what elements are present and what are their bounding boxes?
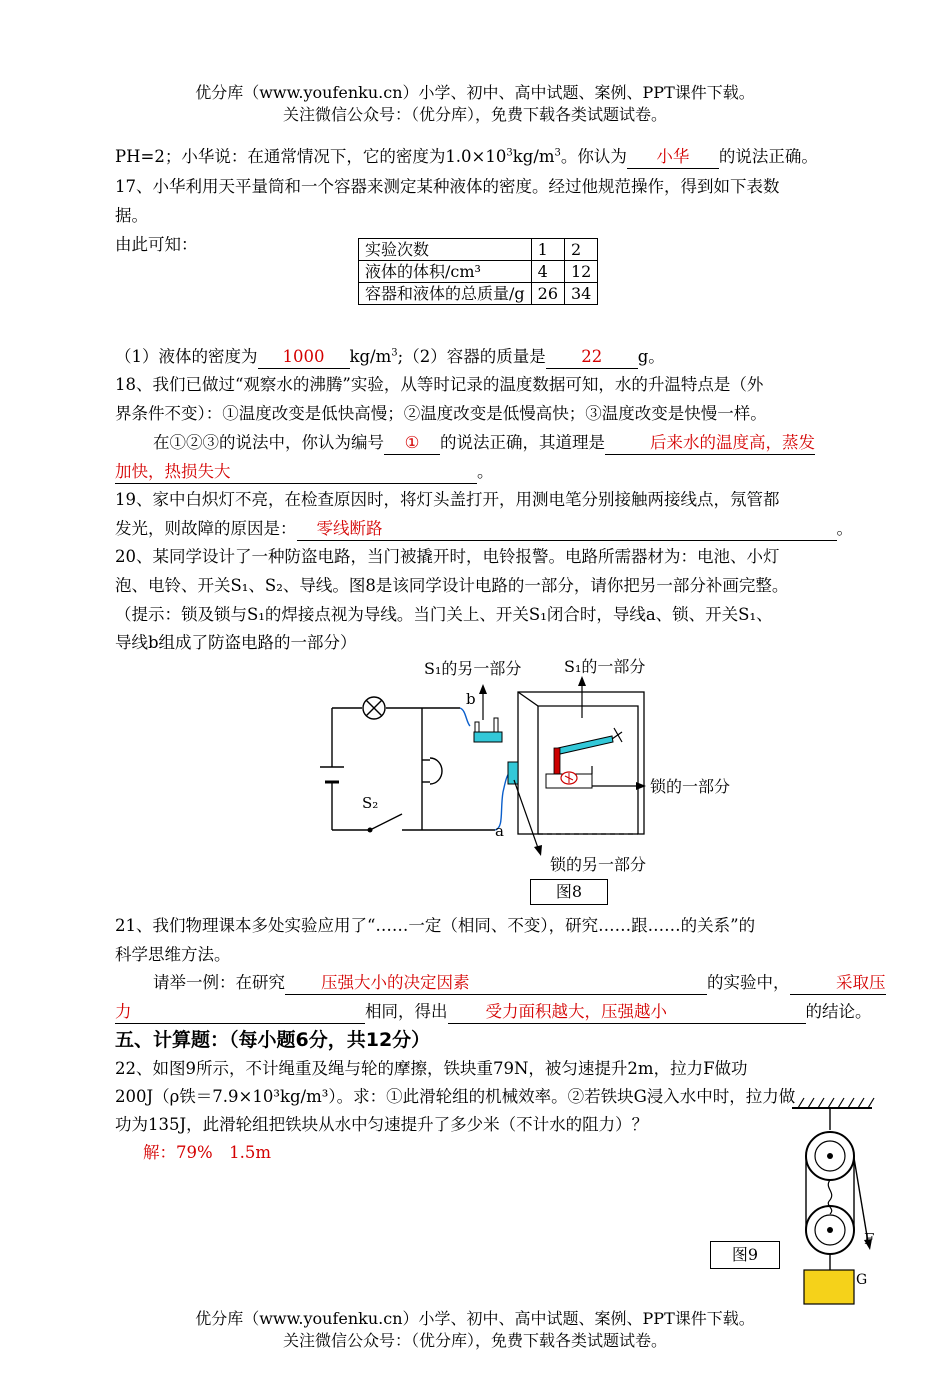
q21-line-1: 21、我们物理课本多处实验应用了“……一定（相同、不变），研究……跟……的关系”的 — [115, 916, 756, 935]
table-cell: 容器和液体的总质量/g — [359, 283, 532, 305]
q18-line-2: 界条件不变）：①温度改变是低快高慢；②温度改变是低慢高快；③温度改变是快慢一样。 — [115, 404, 767, 423]
bell-icon — [422, 758, 442, 784]
q18-number-answer: ① — [384, 432, 440, 455]
q20-line-2: 泡、电铃、开关S₁、S₂、导线。图8是该同学设计电路的一部分，请你把另一部分补画完整。 — [115, 576, 789, 595]
q17-lead: 由此可知： — [115, 235, 198, 254]
experiment-table — [358, 238, 598, 305]
header-line-2: 关注微信公众号：（优分库），免费下载各类试题试卷。 — [282, 105, 667, 124]
page-header — [0, 82, 950, 126]
q20-line-3: （提示：锁及锁与S₁的焊接点视为导线。当门关上、开关S₁闭合时，导线a、锁、开关S₁、 — [115, 605, 773, 624]
q22-line-3: 功为135J，此滑轮组把铁块从水中匀速提升了多少米（不计水的阻力）？ — [115, 1115, 649, 1134]
wire-b — [460, 708, 470, 726]
table-cell: 34 — [565, 283, 598, 305]
q21-line-4: 力 相同，得出 受力面积越大，压强越小 的结论。 — [115, 998, 872, 1026]
q16-tail: PH=2；小华说：在通常情况下，它的密度为$1.0\times 10^3kg/m^3$。你认为 小华 的说法正确。 — [115, 143, 818, 171]
block-g-label: G — [856, 1272, 868, 1288]
q18-line-1: 18、我们已做过“观察水的沸腾”实验，从等时记录的温度数据可知，水的升温特点是（外 — [115, 375, 764, 394]
q16-answer: 小华 — [627, 146, 719, 169]
b-label: b — [466, 690, 476, 708]
q17-answers: （1）液体的密度为 1000 $kg/m^3;(2)$容器的质量是 22 g。 — [115, 343, 665, 371]
a-label: a — [495, 822, 504, 840]
table-cell: 12 — [565, 261, 598, 283]
door-frame — [518, 692, 644, 834]
ceiling-hatch — [798, 1098, 874, 1108]
table-row — [359, 283, 598, 305]
q21-answer-2b: 力 — [115, 1001, 365, 1024]
q19-line-2: 发光，则故障的原因是： 零线断路 。 — [115, 515, 853, 543]
section-5-title: 五、计算题：（每小题6分，共12分） — [115, 1029, 431, 1051]
q18-reason-answer-1: 后来水的温度高，蒸发 — [605, 432, 815, 455]
q22-line-1: 22、如图9所示，不计绳重及绳与轮的摩擦，铁块重79N，被匀速提升2m，拉力F做功 — [115, 1059, 748, 1078]
figure-8-caption: 图8 — [530, 879, 608, 905]
table-row — [359, 261, 598, 283]
q18-line-4: 加快，热损失大 。 — [115, 458, 494, 486]
figure-9-pulley — [790, 1096, 890, 1308]
q17-line-1: 17、小华利用天平量筒和一个容器来测定某种液体的密度。经过他规范操作，得到如下表数 — [115, 177, 780, 196]
battery-icon — [320, 767, 344, 782]
s1-other-label: S₁的另一部分 — [424, 659, 522, 678]
q21-answer-2a: 采取压 — [790, 972, 886, 995]
q21-line-3: 请举一例：在研究 压强大小的决定因素 的实验中， 采取压 — [153, 969, 886, 997]
q20-line-4: 导线b组成了防盗电路的一部分） — [115, 633, 357, 652]
q22-solution: 解：79% 1.5m — [143, 1143, 272, 1162]
q21-answer-1: 压强大小的决定因素 — [285, 972, 707, 995]
s2-label: S₂ — [362, 794, 379, 812]
q21-line-2: 科学思维方法。 — [115, 945, 231, 964]
table-cell: 1 — [531, 239, 564, 261]
table-row — [359, 239, 598, 261]
switch-s1-part — [554, 728, 622, 774]
fixed-pulley-icon — [806, 1132, 854, 1180]
q17-mass-answer: 22 — [546, 346, 638, 369]
page-footer — [0, 1308, 950, 1352]
q18-reason-answer-2: 加快，热损失大 — [115, 461, 477, 484]
header-line-1: 优分库（www.youfenku.cn）小学、初中、高中试题、案例、PPT课件下载。 — [195, 83, 755, 102]
lock-part-icon — [546, 766, 592, 788]
switch-s2-pivot — [368, 828, 373, 833]
table-cell: 26 — [531, 283, 564, 305]
force-f-label: F — [864, 1230, 875, 1248]
table-cell: 4 — [531, 261, 564, 283]
circuit-wires — [332, 708, 495, 830]
q17-density-answer: 1000 — [258, 346, 350, 369]
q21-answer-3: 受力面积越大，压强越小 — [448, 1001, 806, 1024]
q18-line-3: 在①②③的说法中，你认为编号 ① 的说法正确，其道理是 后来水的温度高，蒸发 — [153, 429, 815, 457]
lamp-icon — [363, 697, 385, 719]
switch-s1-other-part — [474, 718, 502, 742]
table-cell: 实验次数 — [359, 239, 532, 261]
q17-line-2: 据。 — [115, 206, 148, 225]
footer-line-1: 优分库（www.youfenku.cn）小学、初中、高中试题、案例、PPT课件下载。 — [195, 1309, 755, 1328]
s1-part-label: S₁的一部分 — [564, 657, 646, 676]
footer-line-2: 关注微信公众号：（优分库），免费下载各类试题试卷。 — [282, 1331, 667, 1350]
lock-part-label: 锁的一部分 — [650, 777, 731, 796]
q19-line-1: 19、家中白炽灯不亮，在检查原因时，将灯头盖打开，用测电笔分别接触两接线点，氖管都 — [115, 490, 780, 509]
table-cell: 2 — [565, 239, 598, 261]
q19-answer: 零线断路 — [297, 518, 837, 541]
iron-block-g — [804, 1270, 854, 1304]
lock-other-label: 锁的另一部分 — [550, 855, 647, 874]
figure-8-circuit — [320, 652, 731, 910]
lock-other-part — [508, 762, 518, 784]
figure-9-caption: 图9 — [710, 1241, 780, 1269]
table-cell: 液体的体积/cm³ — [359, 261, 532, 283]
q22-line-2: 200J（ρ铁＝7.9×10³kg/m³）。求：①此滑轮组的机械效率。②若铁块G浸入水中时，拉力做 — [115, 1087, 796, 1106]
q20-line-1: 20、某同学设计了一种防盗电路，当门被撬开时，电铃报警。电路所需器材为：电池、小灯 — [115, 547, 780, 566]
